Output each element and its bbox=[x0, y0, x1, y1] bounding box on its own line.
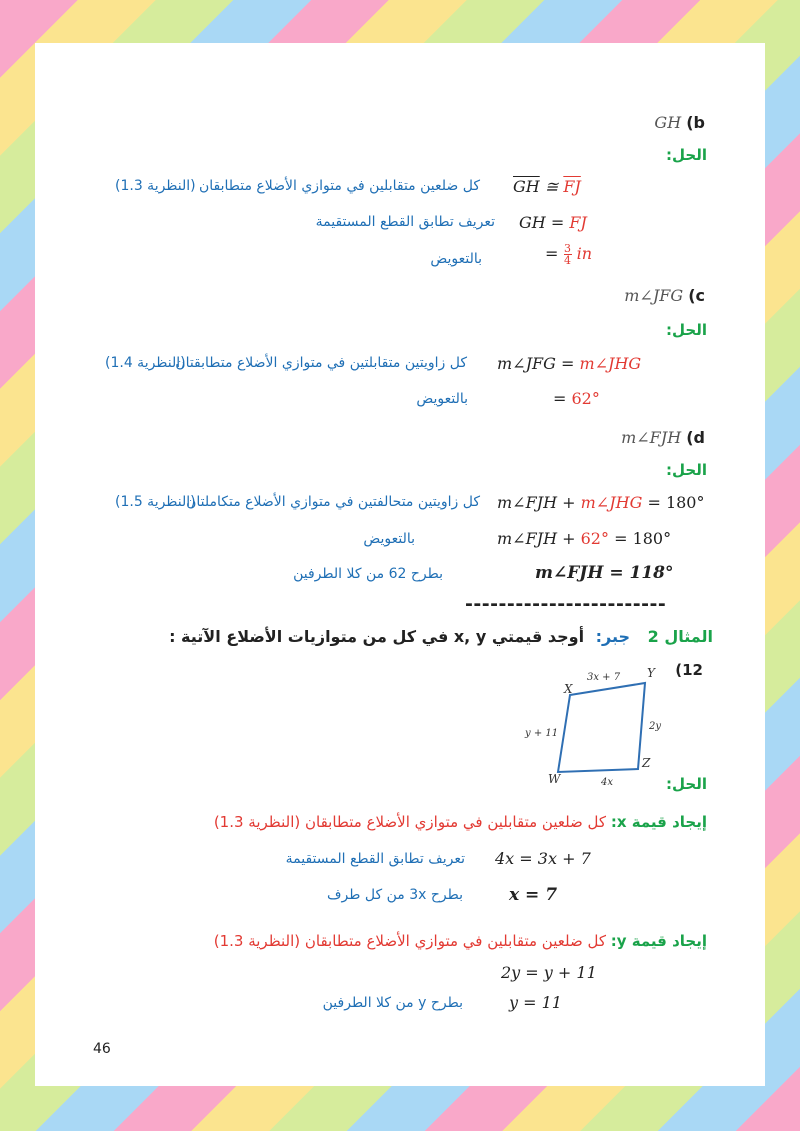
vertex-x: X bbox=[564, 682, 573, 696]
find-x-row2-math: x = 7 bbox=[509, 885, 558, 905]
vertex-y: Y bbox=[647, 666, 655, 680]
example-subject: جبر: bbox=[595, 627, 631, 646]
solution-label-c: الحل: bbox=[666, 321, 707, 339]
b-row3-reason: بالتعويض bbox=[430, 251, 482, 267]
example-prompt: أوجد قيمتي x, y في كل من متوازيات الأضلاع الآتية : bbox=[169, 627, 585, 646]
page bbox=[35, 43, 765, 1086]
side-right-label: 2y bbox=[649, 721, 662, 732]
solution-label-d: الحل: bbox=[666, 461, 707, 479]
side-top-label: 3x + 7 bbox=[587, 672, 621, 683]
item-d-label: m∠FJH bbox=[621, 428, 682, 447]
c-row2-math: = 62° bbox=[553, 389, 600, 408]
b-row1-math: $\overline{GH}$ ≅ $\overline{FJ}$ bbox=[513, 177, 581, 196]
b-row1-theorem: (النظرية 1.3) bbox=[115, 178, 196, 194]
find-x-statement: كل ضلعين متقابلين في متوازي الأضلاع متطابقان (النظرية 1.3) bbox=[213, 813, 607, 831]
solution-label-ex: الحل: bbox=[666, 775, 707, 793]
d-row1-reason: كل زاويتين متحالفتين في متوازي الأضلاع متكاملتان bbox=[186, 494, 480, 510]
item-d-letter: (d bbox=[686, 428, 705, 447]
d-row3-reason: بطرح 62 من كلا الطرفين bbox=[293, 566, 443, 582]
example-heading bbox=[169, 627, 713, 646]
parallelogram-figure bbox=[521, 663, 691, 788]
d-row1-theorem: (النظرية 1.5) bbox=[115, 494, 196, 510]
c-row1-reason: كل زاويتين متقابلتين في متوازي الأضلاع متطابقتان bbox=[175, 355, 467, 371]
find-y-row1-math: 2y = y + 11 bbox=[501, 963, 597, 982]
find-y-statement: كل ضلعين متقابلين في متوازي الأضلاع متطابقان (النظرية 1.3) bbox=[213, 932, 606, 950]
find-x-heading bbox=[214, 813, 707, 831]
item-c-heading bbox=[624, 286, 705, 305]
find-x-row2-reason: بطرح 3x من كل طرف bbox=[327, 887, 463, 903]
example-title: المثال 2 bbox=[647, 627, 713, 646]
find-y-heading bbox=[214, 932, 707, 950]
find-x-row1-reason: تعريف تطابق القطع المستقيمة bbox=[285, 851, 465, 867]
find-y-row2-math: y = 11 bbox=[509, 993, 562, 1012]
find-y-label: إيجاد قيمة y: bbox=[610, 932, 707, 950]
c-row2-reason: بالتعويض bbox=[416, 391, 468, 407]
find-y-row2-reason: بطرح y من كلا الطرفين bbox=[322, 995, 463, 1011]
c-row1-math: m∠JFG = m∠JHG bbox=[497, 354, 642, 373]
b-row2-reason: تعريف تطابق القطع المستقيمة bbox=[315, 214, 495, 230]
vertex-z: Z bbox=[642, 756, 651, 770]
vertex-w: W bbox=[548, 772, 561, 786]
d-row2-math: m∠FJH + 62° = 180° bbox=[497, 529, 672, 548]
find-x-label: إيجاد قيمة x: bbox=[610, 813, 707, 831]
problem-number: (12 bbox=[675, 661, 703, 679]
item-c-label: m∠JFG bbox=[624, 286, 684, 305]
c-row1-theorem: (النظرية 1.4) bbox=[105, 355, 186, 371]
side-bottom-label: 4x bbox=[601, 777, 614, 788]
solution-label: الحل: bbox=[666, 146, 707, 164]
page-number: 46 bbox=[93, 1041, 111, 1057]
b-row1-reason: كل ضلعين متقابلين في متوازي الأضلاع متطابقان bbox=[198, 178, 480, 194]
item-b-letter: (b bbox=[686, 113, 705, 132]
item-b-label: GH bbox=[654, 113, 682, 132]
d-row2-reason: بالتعويض bbox=[363, 531, 415, 547]
parallelogram-shape bbox=[558, 683, 645, 772]
find-x-row1-math: 4x = 3x + 7 bbox=[495, 849, 591, 868]
item-d-heading bbox=[621, 428, 705, 447]
d-row1-math: m∠FJH + m∠JHG = 180° bbox=[497, 493, 705, 512]
divider: ------------------------ bbox=[465, 593, 667, 615]
d-row3-math: m∠FJH = 118° bbox=[535, 563, 674, 583]
side-left-label: y + 11 bbox=[525, 728, 559, 739]
b-row3-math: = $\frac{3}{4}$ in bbox=[545, 242, 593, 267]
item-b-heading bbox=[654, 113, 705, 132]
item-c-letter: (c bbox=[688, 286, 705, 305]
b-row2-math: GH = FJ bbox=[519, 213, 587, 232]
